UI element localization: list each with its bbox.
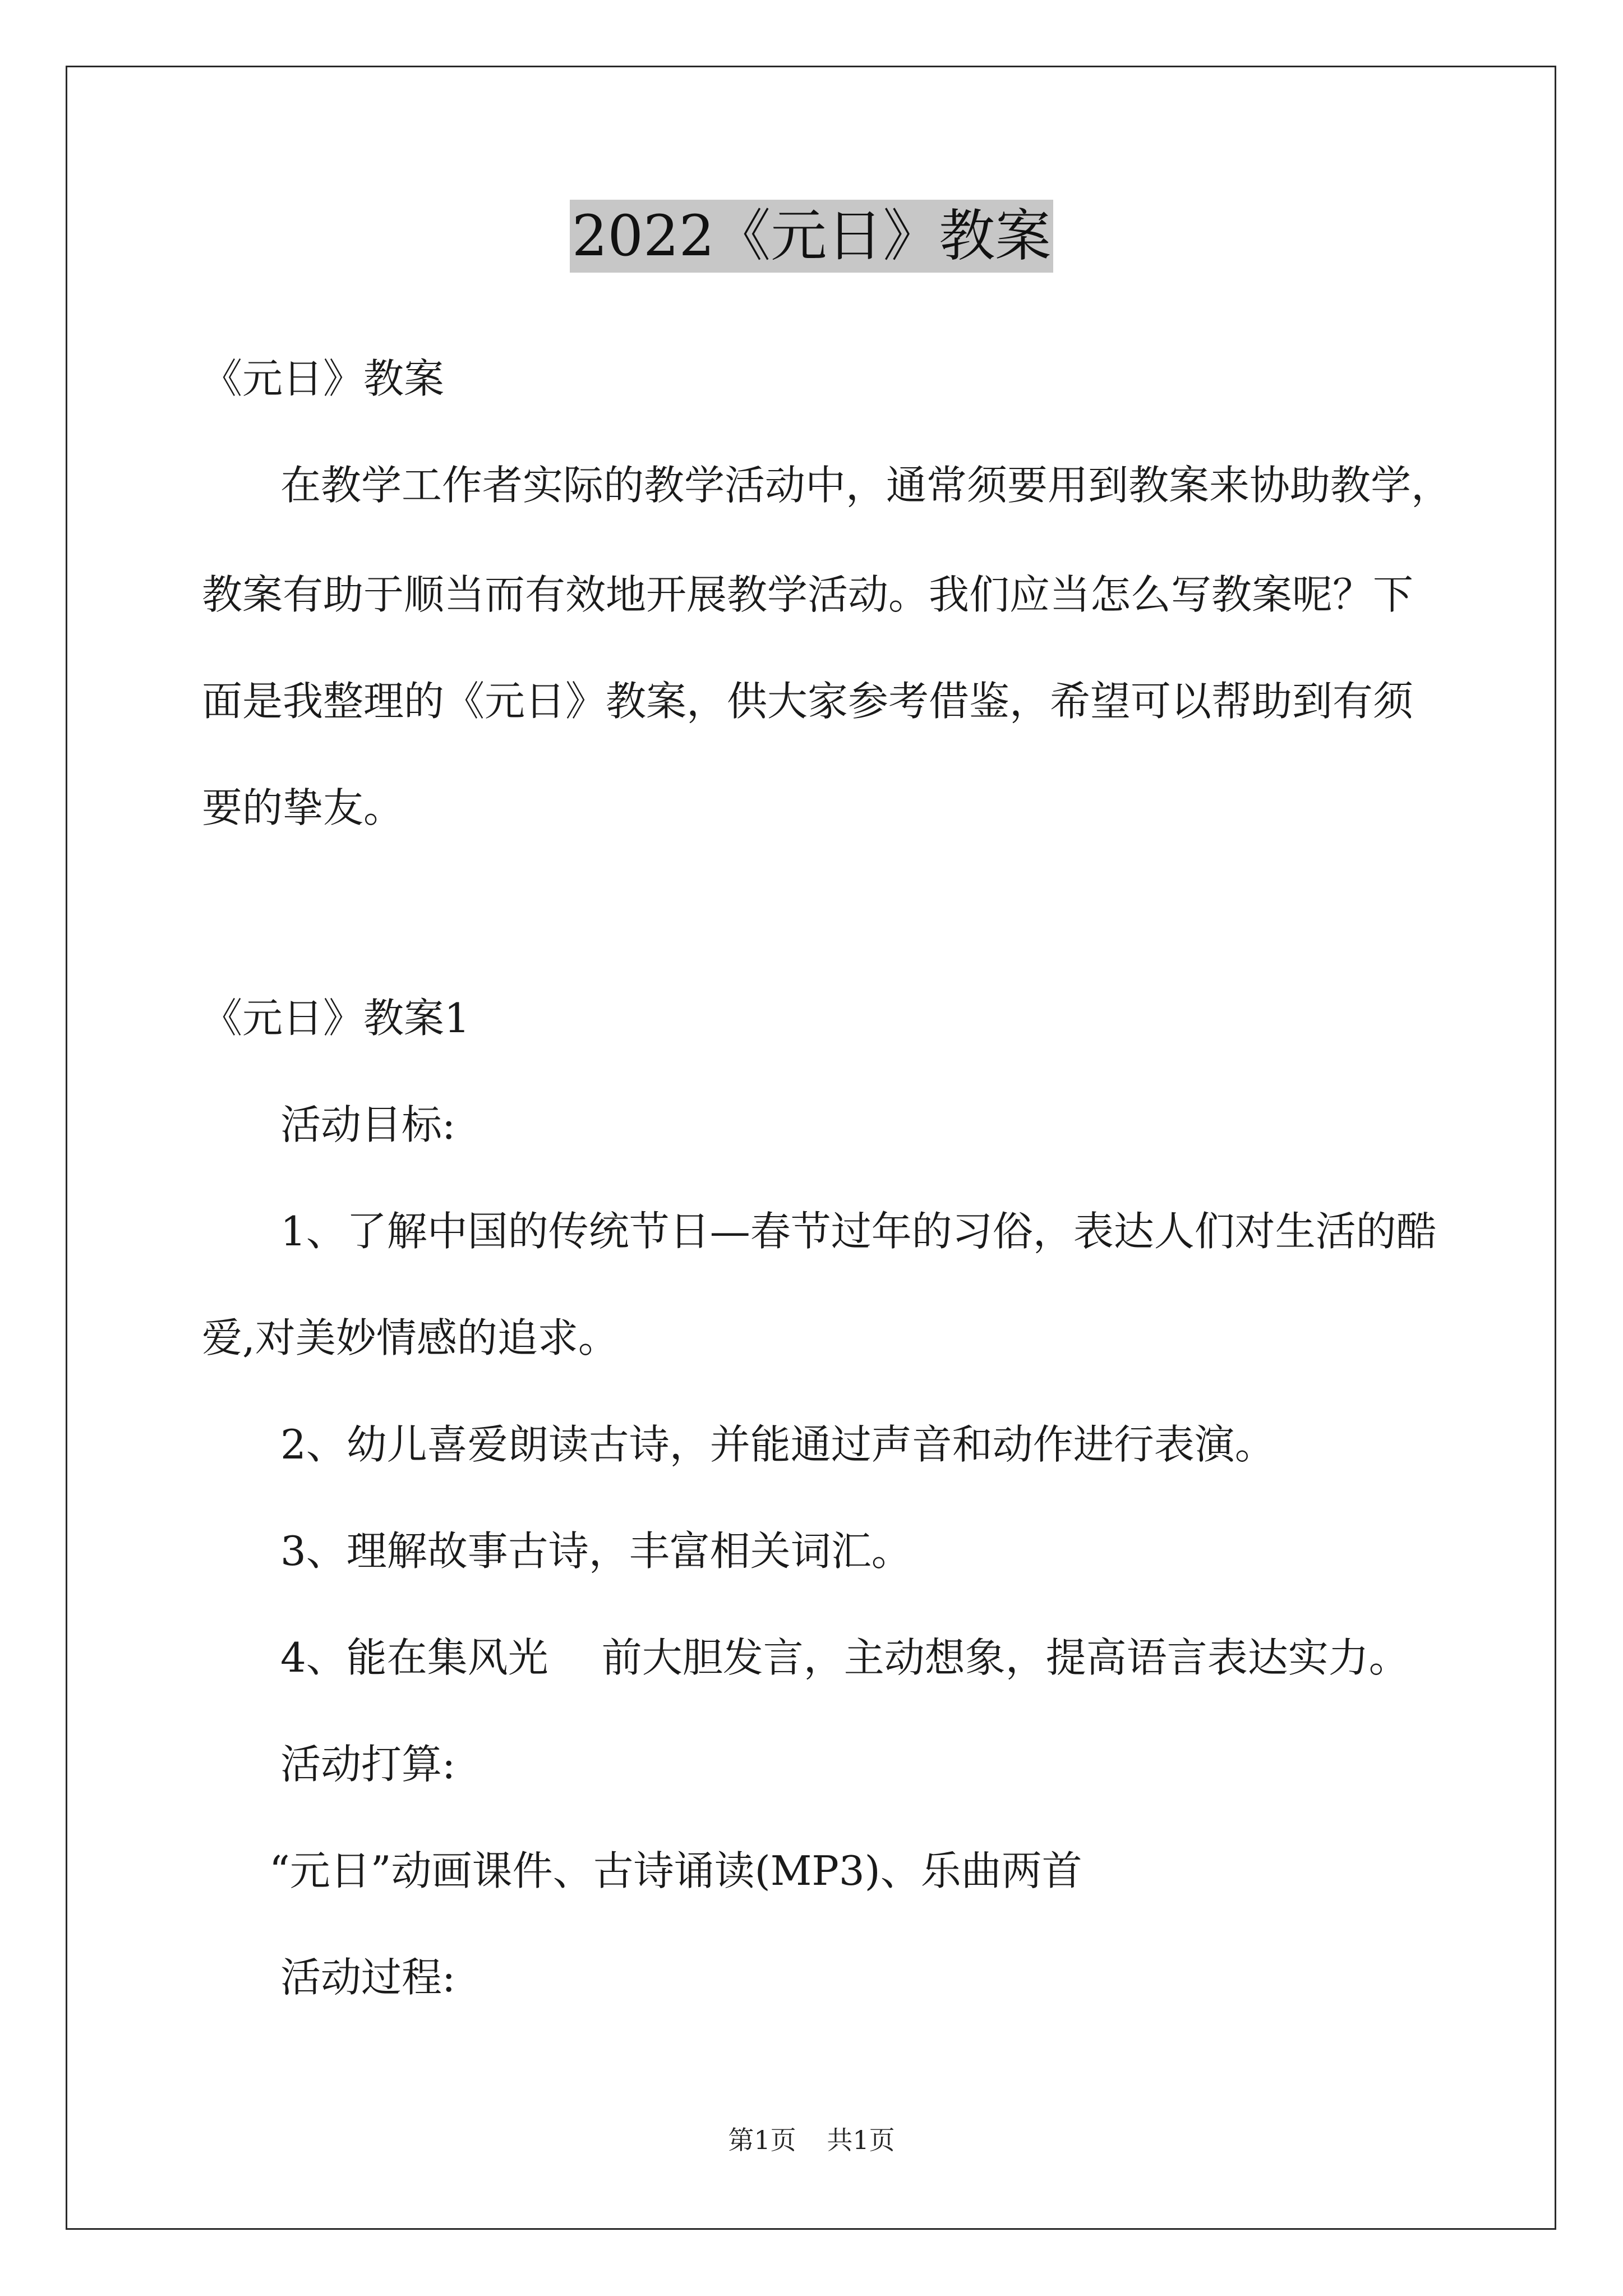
section-heading: 《元日》教案	[202, 355, 445, 402]
paragraph-line: 1、了解中国的传统节日—春节过年的习俗，表达人们对生活的酷	[280, 1208, 1437, 1255]
paragraph-line: 面是我整理的《元日》教案，供大家参考借鉴，希望可以帮助到有须	[202, 678, 1414, 725]
page-total: 共1页	[827, 2125, 895, 2155]
paragraph-line: 活动目标:	[280, 1101, 456, 1148]
paragraph-line: 活动打算:	[280, 1741, 456, 1788]
paragraph-line: 在教学工作者实际的教学活动中，通常须要用到教案来协助教学，	[280, 462, 1452, 509]
paragraph-line: 2、幼儿喜爱朗读古诗，并能通过声音和动作进行表演。	[280, 1421, 1275, 1468]
paragraph-line: 3、理解故事古诗，丰富相关词汇。	[280, 1527, 912, 1575]
paragraph-line: 教案有助于顺当而有效地开展教学活动。我们应当怎么写教案呢？下	[202, 571, 1414, 618]
paragraph-line: 4、能在集风光 前大胆发言，主动想象，提高语言表达实力。	[280, 1634, 1409, 1681]
document-title: 2022《元日》教案	[570, 200, 1054, 273]
paragraph-line: 活动过程:	[280, 1954, 456, 2001]
page-number: 第1页	[728, 2125, 796, 2155]
paragraph-line: 要的挚友。	[202, 784, 404, 831]
title-container	[0, 200, 1623, 273]
paragraph-line: “元日”动画课件、古诗诵读(MP3)、乐曲两首	[269, 1847, 1082, 1894]
page-footer	[0, 2123, 1623, 2157]
section-heading: 《元日》教案1	[202, 995, 470, 1042]
paragraph-line: 爱,对美妙情感的追求。	[202, 1314, 619, 1361]
